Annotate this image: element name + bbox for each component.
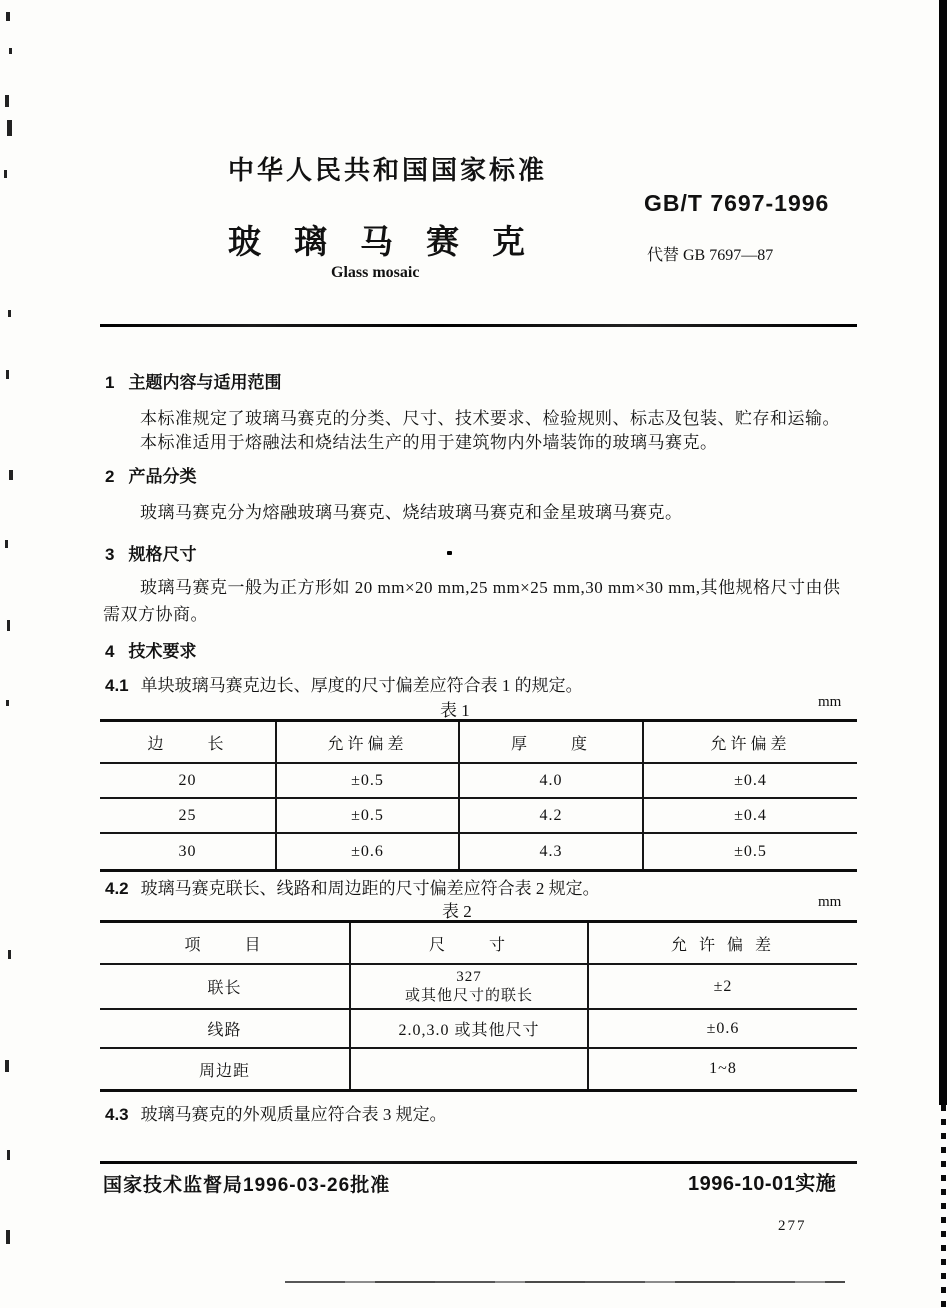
document-title: 玻璃马赛克 bbox=[228, 223, 558, 260]
table-2-header-item: 项 目 bbox=[100, 923, 351, 965]
scan-artifact bbox=[7, 120, 12, 136]
implementation-note: 1996-10-01实施 bbox=[688, 1173, 837, 1195]
table-2-unit: mm bbox=[818, 894, 842, 910]
table-2-cell: 周边距 bbox=[100, 1049, 351, 1089]
scan-artifact bbox=[7, 620, 10, 631]
table-1-cell: 20 bbox=[100, 764, 277, 799]
section-3-paragraph-line-2: 需双方协商。 bbox=[103, 605, 208, 624]
table-1-cell: 25 bbox=[100, 799, 277, 834]
table-1-header-tolerance-2: 允许偏差 bbox=[644, 722, 857, 764]
table-1-cell: ±0.5 bbox=[277, 799, 460, 834]
table-2-cell: 1~8 bbox=[709, 1060, 737, 1077]
table-2-cell: 2.0,3.0 或其他尺寸 bbox=[351, 1010, 589, 1049]
clause-4-1: 4.1 单块玻璃马赛克边长、厚度的尺寸偏差应符合表 1 的规定。 bbox=[105, 676, 583, 695]
section-4-heading: 4 技术要求 bbox=[105, 642, 197, 661]
table-2-header-size: 尺 寸 bbox=[351, 923, 589, 965]
section-1-paragraph-1: 本标准规定了玻璃马赛克的分类、尺寸、技术要求、检验规则、标志及包装、贮存和运输。 bbox=[140, 409, 840, 428]
table-1-caption: 表 1 bbox=[440, 701, 470, 720]
table-1-cell: ±0.4 bbox=[644, 799, 857, 834]
section-2-heading: 2 产品分类 bbox=[105, 467, 197, 486]
table-1-header-tolerance-1: 允许偏差 bbox=[277, 722, 460, 764]
table-1-cell: ±0.5 bbox=[277, 764, 460, 799]
clause-4-3: 4.3 玻璃马赛克的外观质量应符合表 3 规定。 bbox=[105, 1105, 447, 1124]
table-1-header-side-length: 边 长 bbox=[100, 722, 277, 764]
table-2-cell bbox=[351, 965, 589, 1010]
standard-code: GB/T 7697-1996 bbox=[644, 190, 830, 216]
scan-artifact bbox=[6, 1230, 10, 1244]
scan-edge-bar bbox=[939, 0, 947, 1105]
table-2-caption: 表 2 bbox=[442, 902, 472, 921]
document-title-english: Glass mosaic bbox=[331, 264, 420, 281]
section-1-heading: 1 主题内容与适用范围 bbox=[105, 373, 282, 392]
table-2-header-tolerance: 允 许 偏 差 bbox=[589, 923, 857, 965]
scan-artifact bbox=[5, 1060, 9, 1072]
table-1 bbox=[100, 719, 857, 872]
bottom-scan-line bbox=[285, 1281, 845, 1283]
table-1-cell: ±0.4 bbox=[644, 764, 857, 799]
section-2-paragraph-1: 玻璃马赛克分为熔融玻璃马赛克、烧结玻璃马赛克和金星玻璃马赛克。 bbox=[140, 503, 683, 522]
section-1-paragraph-2: 本标准适用于熔融法和烧结法生产的用于建筑物内外墙装饰的玻璃马赛克。 bbox=[140, 433, 718, 452]
table-2-size-line-1: 327 bbox=[456, 968, 482, 985]
header-rule bbox=[100, 324, 857, 327]
scan-artifact bbox=[6, 370, 9, 379]
table-2-size-line-2: 或其他尺寸的联长 bbox=[404, 987, 533, 1004]
table-2-cell: 联长 bbox=[100, 965, 351, 1010]
section-3-paragraph-line-1: 玻璃马赛克一般为正方形如 20 mm×20 mm,25 mm×25 mm,30 mm×30 mm,其他规格尺寸由供 bbox=[140, 578, 841, 597]
table-2-cell bbox=[351, 1049, 589, 1089]
table-1-cell: 4.2 bbox=[460, 799, 644, 834]
table-2 bbox=[100, 920, 857, 1092]
table-2-cell: ±2 bbox=[589, 965, 857, 1010]
stray-mark bbox=[447, 551, 452, 555]
scan-artifact bbox=[9, 48, 12, 54]
replaces-note: 代替 GB 7697—87 bbox=[647, 247, 774, 264]
scan-artifact bbox=[9, 470, 13, 480]
table-2-cell: 线路 bbox=[100, 1010, 351, 1049]
scan-artifact bbox=[6, 700, 9, 706]
table-1-unit: mm bbox=[818, 694, 842, 710]
table-1-cell: 4.0 bbox=[460, 764, 644, 799]
approval-note: 国家技术监督局1996-03-26批准 bbox=[103, 1175, 391, 1196]
scan-artifact bbox=[5, 95, 9, 107]
page-number: 277 bbox=[778, 1218, 807, 1234]
scan-artifact bbox=[7, 1150, 10, 1160]
scan-artifact bbox=[8, 310, 11, 317]
table-1-cell: 4.3 bbox=[460, 834, 644, 869]
scan-artifact bbox=[5, 540, 8, 548]
scan-artifact bbox=[8, 950, 11, 959]
table-1-header-thickness: 厚 度 bbox=[460, 722, 644, 764]
scan-artifact bbox=[4, 170, 7, 178]
table-1-cell: ±0.6 bbox=[277, 834, 460, 869]
section-3-heading: 3 规格尺寸 bbox=[105, 545, 197, 564]
table-1-cell: 30 bbox=[100, 834, 277, 869]
footer-rule bbox=[100, 1161, 857, 1164]
table-2-cell: ±0.6 bbox=[589, 1010, 857, 1049]
scan-edge-bar-broken bbox=[941, 1105, 946, 1308]
clause-4-2: 4.2 玻璃马赛克联长、线路和周边距的尺寸偏差应符合表 2 规定。 bbox=[105, 879, 600, 898]
table-1-cell: ±0.5 bbox=[734, 842, 767, 860]
standard-type-heading: 中华人民共和国国家标准 bbox=[228, 155, 548, 185]
scan-artifact bbox=[6, 12, 10, 21]
